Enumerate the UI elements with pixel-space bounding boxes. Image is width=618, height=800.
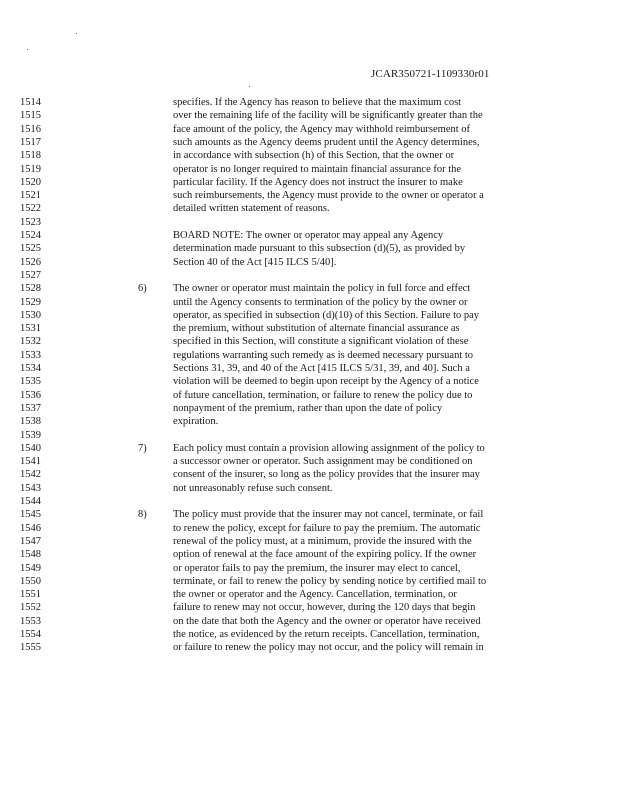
line-number: 1548 [20,549,41,561]
line-text: specified in this Section, will constitute a significant violation of these [173,336,469,348]
line-text: such reimbursements, the Agency must provide to the owner or operator a [173,190,484,202]
line-number: 1538 [20,416,41,428]
line-text: of future cancellation, termination, or failure to renew the policy due to [173,389,473,401]
line-number: 1540 [20,442,41,454]
line-text: detailed written statement of reasons. [173,203,330,215]
line-text: specifies. If the Agency has reason to believe that the maximum cost [173,97,462,108]
line-text: violation will be deemed to begin upon receipt by the Agency of a notice [173,376,479,388]
line-number: 1546 [20,522,41,534]
line-number: 1551 [20,589,41,601]
line-number: 1542 [20,469,41,481]
line-number: 1555 [20,642,41,654]
line-text: failure to renew may not occur, however, during the 120 days that begin [173,602,476,614]
line-number: 1543 [20,482,41,494]
line-text: The policy must provide that the insurer may not cancel, terminate, or fail [173,509,484,521]
line-text: over the remaining life of the facility will be significantly greater than the [173,110,483,122]
line-number: 1544 [20,496,41,507]
line-text: Section 40 of the Act [415 ILCS 5/40]. [173,256,337,268]
line-text: option of renewal at the face amount of the expiring policy. If the owner [173,549,477,561]
line-text: Each policy must contain a provision allowing assignment of the policy to [173,442,485,454]
line-number: 1552 [20,602,41,614]
line-text: the owner or operator and the Agency. Cancellation, termination, or [173,589,457,601]
scan-speck [27,49,28,50]
line-number: 1539 [20,429,41,441]
line-number: 1514 [20,97,41,108]
line-text: nonpayment of the premium, rather than upon the date of policy [173,402,443,414]
line-number: 1553 [20,615,41,627]
line-number: 1521 [20,190,41,202]
subsection-label: 7) [138,442,147,454]
line-number: 1520 [20,176,41,188]
line-number: 1517 [20,136,41,148]
line-number: 1525 [20,243,41,255]
line-number: 1533 [20,349,41,361]
line-text: the notice, as evidenced by the return receipts. Cancellation, termination, [173,629,480,640]
subsection-label: 6) [138,283,147,295]
line-text: determination made pursuant to this subsection (d)(5), as provided by [173,243,466,255]
line-number: 1535 [20,376,41,388]
line-number: 1527 [20,269,41,281]
line-number: 1554 [20,629,41,640]
line-number: 1528 [20,283,41,295]
line-text: BOARD NOTE: The owner or operator may appeal any Agency [173,230,444,241]
line-text: the premium, without substitution of alternate financial assurance as [173,323,460,335]
line-text: or operator fails to pay the premium, the insurer may elect to cancel, [173,562,461,574]
line-text: operator, as specified in subsection (d)(10) of this Section. Failure to pay [173,309,480,321]
line-number: 1519 [20,163,41,175]
line-number: 1515 [20,110,41,122]
line-text: such amounts as the Agency deems prudent until the Agency determines, [173,136,480,148]
subsection-label: 8) [138,509,147,521]
line-text: consent of the insurer, so long as the policy provides that the insurer may [173,469,480,481]
scan-speck [249,86,250,87]
line-text: to renew the policy, except for failure to pay the premium. The automatic [173,522,481,534]
line-number: 1532 [20,336,41,348]
line-number: 1547 [20,535,41,547]
line-text: on the date that both the Agency and the owner or operator have received [173,615,481,627]
line-text: particular facility. If the Agency does not instruct the insurer to make [173,176,463,188]
line-number: 1529 [20,296,41,308]
line-number: 1531 [20,323,41,335]
line-number: 1541 [20,456,41,468]
line-number: 1545 [20,509,41,521]
line-text: operator is no longer required to maintain financial assurance for the [173,163,462,175]
line-number: 1523 [20,216,41,228]
line-number: 1534 [20,363,41,374]
line-text: in accordance with subsection (h) of this Section, that the owner or [173,150,455,162]
document-id: JCAR350721-1109330r01 [371,68,490,80]
line-number: 1550 [20,575,41,587]
line-number: 1524 [20,230,41,241]
line-number: 1530 [20,309,41,321]
line-text: or failure to renew the policy may not occur, and the policy will remain in [173,642,484,654]
line-text: Sections 31, 39, and 40 of the Act [415 ILCS 5/31, 39, and 40]. Such a [173,363,470,374]
scan-speck [76,33,77,34]
line-text: renewal of the policy must, at a minimum, provide the insured with the [173,535,472,547]
line-text: face amount of the policy, the Agency may withhold reimbursement of [173,123,471,135]
line-number: 1537 [20,402,41,414]
line-text: terminate, or fail to renew the policy by sending notice by certified mail to [173,575,487,587]
line-number: 1518 [20,150,41,162]
line-text: a successor owner or operator. Such assignment may be conditioned on [173,456,473,468]
line-number: 1526 [20,256,41,268]
line-text: The owner or operator must maintain the policy in full force and effect [173,283,471,295]
line-number: 1536 [20,389,41,401]
line-number: 1516 [20,123,41,135]
line-text: until the Agency consents to termination of the policy by the owner or [173,296,468,308]
line-number: 1522 [20,203,41,215]
line-number: 1549 [20,562,41,574]
line-text: expiration. [173,416,219,428]
line-text: not unreasonably refuse such consent. [173,482,333,494]
line-text: regulations warranting such remedy as is deemed necessary pursuant to [173,349,474,361]
